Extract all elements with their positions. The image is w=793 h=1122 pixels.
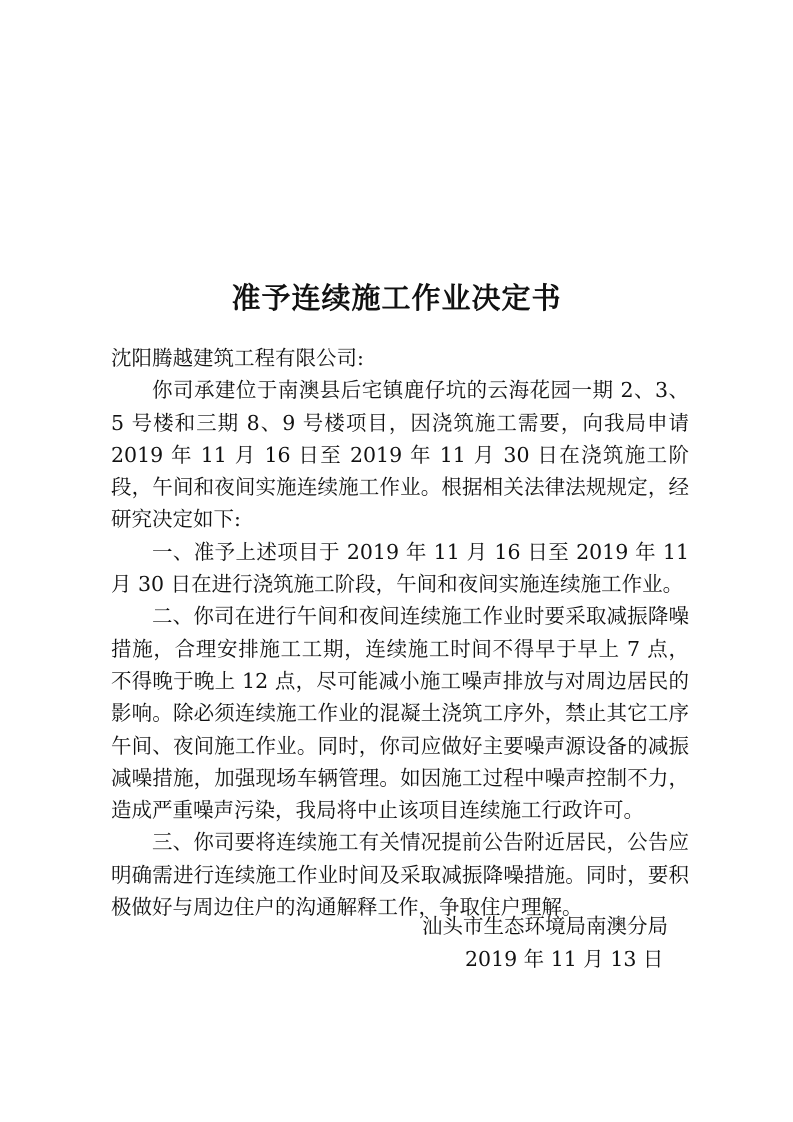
decision-item-3: 三、你司要将连续施工有关情况提前公告附近居民，公告应明确需进行连续施工作业时间及采取减振降噪措施。同时，要积极做好与周边住户的沟通解释工作，争取住户理解。 [111, 830, 689, 920]
document-title: 准予连续施工作业决定书 [231, 281, 562, 315]
signature-organization: 汕头市生态环境局南澳分局 [422, 914, 668, 938]
decision-item-2: 二、你司在进行午间和夜间连续施工作业时要采取减振降噪措施，合理安排施工工期，连续施工时间不得早于早上 7 点，不得晚于晚上 12 点，尽可能减小施工噪声排放与对周边居民的影响。除必须连续施工作业的混凝土浇筑工序外，禁止其它工序午间、夜间施工作业。同时，你司应做好主要噪声源设备的减振减噪措施，加强现场车辆管理。如因施工过程中噪声控制不力，造成严重噪声污染，我局将中止该项目连续施工行政许可。 [111, 604, 689, 823]
intro-paragraph: 你司承建位于南澳县后宅镇鹿仔坑的云海花园一期 2、3、5 号楼和三期 8、9 号楼项目，因浇筑施工需要，向我局申请 2019 年 11 月 16 日至 2019 年 11 月 30 日在浇筑施工阶段，午间和夜间实施连续施工作业。根据相关法律法规规定，经研究决定如下: [111, 378, 689, 532]
signature-date: 2019 年 11 月 13 日 [465, 947, 664, 971]
document-body [111, 342, 689, 923]
decision-item-1: 一、准予上述项目于 2019 年 11 月 16 日至 2019 年 11 月 30 日在进行浇筑施工阶段，午间和夜间实施连续施工作业。 [111, 539, 689, 597]
salutation: 沈阳腾越建筑工程有限公司: [111, 346, 364, 370]
